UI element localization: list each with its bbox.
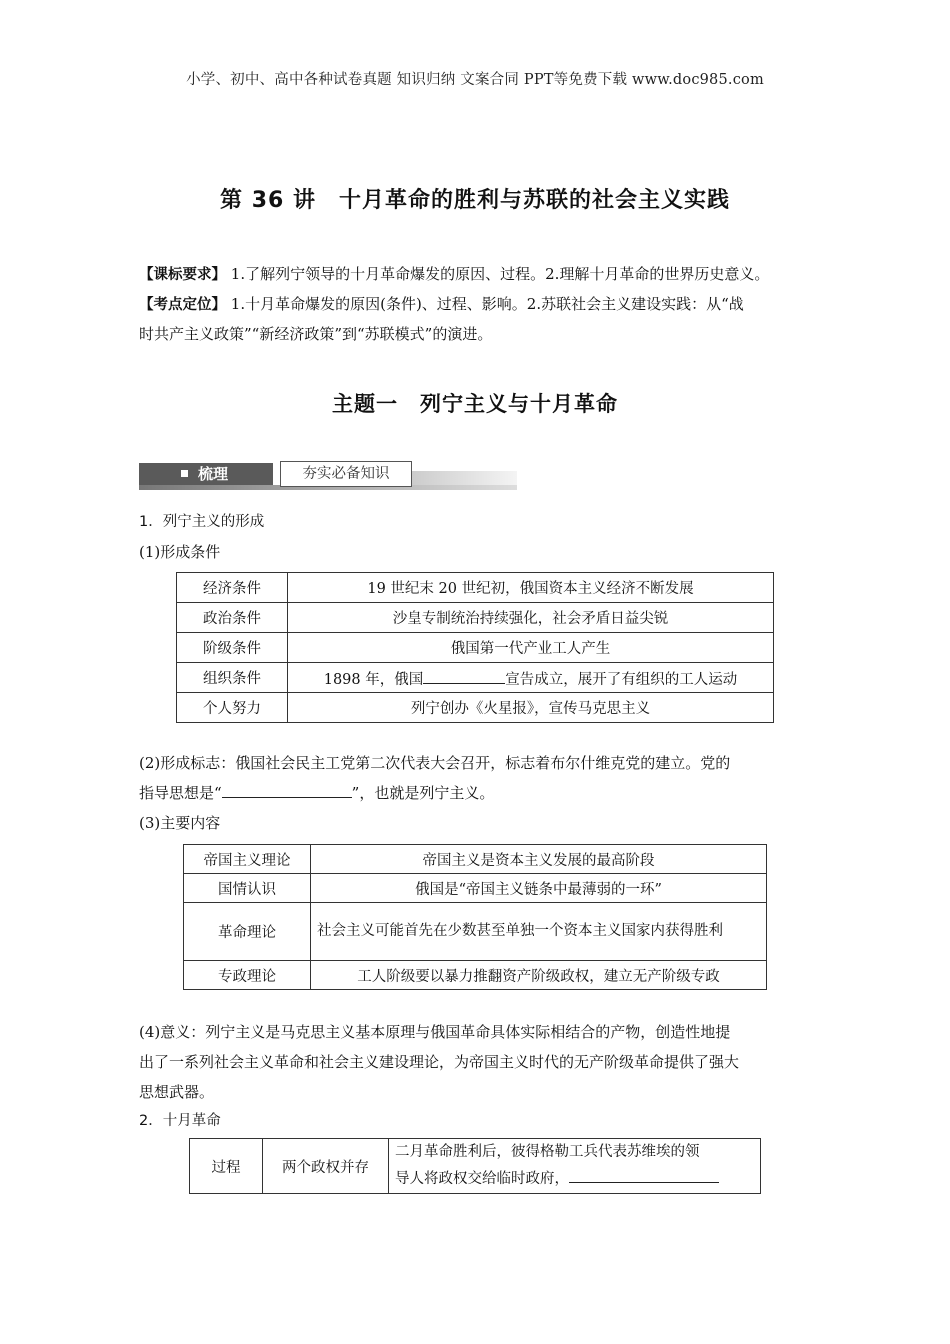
dual-power-label: 两个政权并存 — [263, 1139, 389, 1194]
condition-text: 沙皇专制统治持续强化，社会矛盾日益尖锐 — [288, 603, 774, 633]
exam-point-text: 1.十月革命爆发的原因(条件)、过程、影响。2.苏联社会主义建设实践：从“战 — [230, 295, 744, 313]
section1-heading: 1．列宁主义的形成 — [139, 514, 265, 530]
section-banner — [139, 458, 517, 492]
condition-text-before: 1898 年，俄国 — [323, 671, 424, 688]
condition-text-after: 宣告成立，展开了有组织的工人运动 — [505, 671, 738, 688]
section2-heading: 2．十月革命 — [139, 1113, 221, 1129]
condition-text — [288, 663, 774, 693]
conditions-table — [176, 572, 774, 723]
content-text: 帝国主义是资本主义发展的最高阶段 — [311, 845, 767, 874]
subsection-conditions: (1)形成条件 — [139, 543, 221, 561]
requirement-line-2 — [139, 289, 829, 320]
content-label: 革命理论 — [184, 903, 311, 961]
process-text-line-2: 导人将政权交给临时政府， — [395, 1171, 569, 1187]
fill-in-blank[interactable] — [569, 1166, 719, 1183]
table-row — [184, 845, 767, 874]
theme-title: 主题一 列宁主义与十月革命 — [332, 392, 618, 416]
exam-point-text-continued: 时共产主义政策”“新经济政策”到“苏联模式”的演进。 — [139, 325, 493, 343]
page-header: 小学、初中、高中各种试卷真题 知识归纳 文案合同 PPT等免费下载 www.doc985.com — [186, 72, 764, 88]
table-row — [177, 603, 774, 633]
fill-in-blank[interactable] — [222, 781, 352, 798]
table-row — [184, 874, 767, 903]
subsection-main-content: (3)主要内容 — [139, 814, 221, 832]
fill-in-blank[interactable] — [423, 667, 505, 684]
content-text: 俄国是“帝国主义链条中最薄弱的一环” — [311, 874, 767, 903]
square-bullet-icon — [181, 470, 188, 477]
content-label: 国情认识 — [184, 874, 311, 903]
condition-label: 个人努力 — [177, 693, 288, 723]
condition-label: 阶级条件 — [177, 633, 288, 663]
requirement-line-1 — [139, 259, 829, 290]
formation-mark-before: 指导思想是“ — [139, 784, 222, 802]
table-row — [177, 693, 774, 723]
content-label: 专政理论 — [184, 961, 311, 990]
table-row — [184, 903, 767, 961]
condition-text: 列宁创办《火星报》，宣传马克思主义 — [288, 693, 774, 723]
banner-dark-label: 梳理 — [198, 465, 229, 483]
significance-line-3: 思想武器。 — [139, 1083, 215, 1101]
condition-label: 组织条件 — [177, 663, 288, 693]
october-revolution-table — [189, 1138, 761, 1194]
content-label: 帝国主义理论 — [184, 845, 311, 874]
formation-mark-after: ”，也就是列宁主义。 — [351, 784, 495, 802]
table-row — [184, 961, 767, 990]
content-table — [183, 844, 767, 990]
condition-label: 政治条件 — [177, 603, 288, 633]
curriculum-requirement-label: 【课标要求】 — [139, 267, 226, 283]
condition-label: 经济条件 — [177, 573, 288, 603]
table-row — [177, 663, 774, 693]
table-row — [177, 633, 774, 663]
process-text-line-1: 二月革命胜利后，彼得格勒工兵代表苏维埃的领 — [395, 1144, 700, 1160]
process-label: 过程 — [190, 1139, 263, 1194]
condition-text: 19 世纪末 20 世纪初，俄国资本主义经济不断发展 — [288, 573, 774, 603]
banner-light-tab: 夯实必备知识 — [280, 461, 412, 487]
process-text — [389, 1139, 761, 1194]
table-row — [190, 1139, 761, 1194]
exam-point-label: 【考点定位】 — [139, 297, 226, 313]
significance-line-2: 出了一系列社会主义革命和社会主义建设理论，为帝国主义时代的无产阶级革命提供了强大 — [139, 1053, 740, 1071]
significance-line-1: (4)意义：列宁主义是马克思主义基本原理与俄国革命具体实际相结合的产物，创造性地提 — [139, 1023, 731, 1041]
formation-mark-line-1: (2)形成标志：俄国社会民主工党第二次代表大会召开，标志着布尔什维克党的建立。党的 — [139, 754, 731, 772]
table-row — [177, 573, 774, 603]
content-text: 社会主义可能首先在少数甚至单独一个资本主义国家内获得胜利 — [311, 903, 767, 961]
banner-dark-tab — [139, 463, 273, 485]
condition-text: 俄国第一代产业工人产生 — [288, 633, 774, 663]
lecture-title: 第 36 讲 十月革命的胜利与苏联的社会主义实践 — [220, 188, 730, 213]
banner-gradient-tail — [412, 471, 517, 485]
curriculum-requirement-text: 1.了解列宁领导的十月革命爆发的原因、过程。2.理解十月革命的世界历史意义。 — [230, 265, 770, 283]
formation-mark-line-2 — [139, 778, 811, 808]
content-text: 工人阶级要以暴力推翻资产阶级政权，建立无产阶级专政 — [311, 961, 767, 990]
